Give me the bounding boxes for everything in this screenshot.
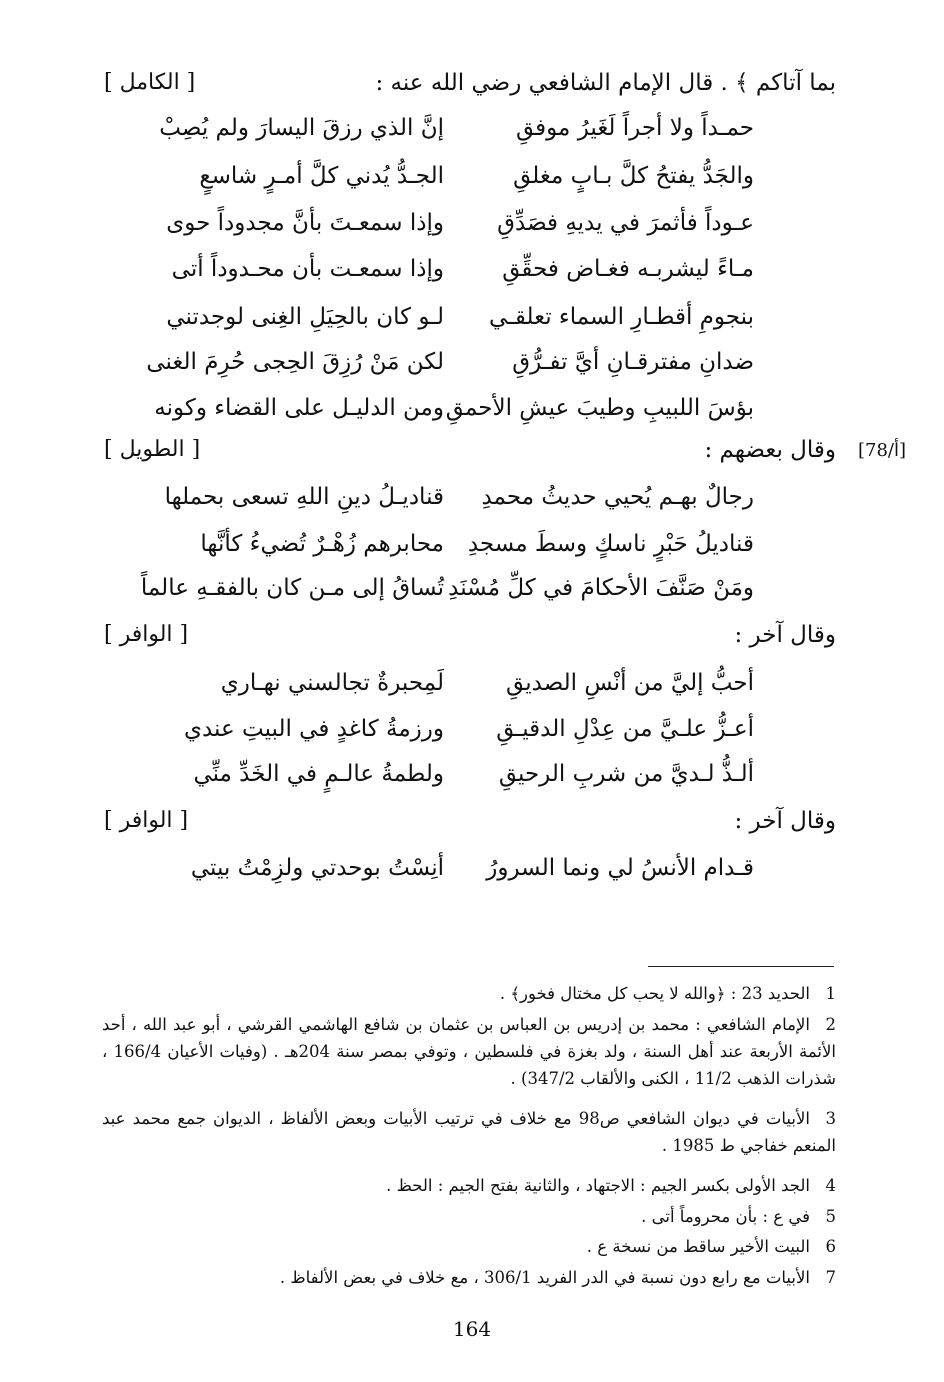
verse-5-hemistich-b: بنجومِ أقطـارِ السماء تعلقـي (488, 304, 754, 330)
verse-3-hemistich-a: وإذا سمعـتَ بأنَّ مجدوداً حوى (166, 210, 444, 236)
meter-wafir-2: [ الوافر ] (104, 808, 189, 833)
verse-1-hemistich-a: إنَّ الذي رزقَ اليسارَ ولم يُصِبْ (159, 115, 444, 141)
verse-2-hemistich-b: قناديلُ حَبْرٍ ناسكٍ وسطَ مسجدِ (467, 531, 754, 557)
footnote-7 (102, 1264, 836, 1291)
verse-3-hemistich-b: ألـذُّ لـديَّ من شربِ الرحيقِ (498, 761, 754, 787)
footnote-rule (648, 966, 834, 967)
intro-line: بما آتاكم ﴾ . قال الإمام الشافعي رضي الله عنه : (375, 70, 836, 96)
verse-7-hemistich-a: ومن الدليـل على القضاء وكونه (154, 395, 444, 421)
footnote-number: 1 (825, 984, 836, 1003)
verse-1-hemistich-b: أحبُّ إليَّ من أنْسِ الصديقِ (506, 670, 754, 696)
intro-4: وقال آخر : (734, 808, 836, 834)
verse-1-hemistich-a: قناديـلُ دينِ اللهِ تسعى بحملها (164, 484, 444, 510)
verse-2-hemistich-a: ورزمةُ كاغدٍ في البيتِ عندي (183, 716, 444, 742)
intro-3: وقال آخر : (734, 622, 836, 648)
footnote-number: 2 (825, 1015, 836, 1034)
verse-3-hemistich-a: تُساقُ إلى مـن كان بالفقـهِ عالماً (140, 575, 444, 601)
verse-4-hemistich-a: وإذا سمعـت بأن محـدوداً أتى (171, 256, 444, 282)
footnote-3 (102, 1105, 836, 1159)
footnote-1 (102, 980, 836, 1007)
footnote-number: 7 (825, 1268, 836, 1287)
intro-2: وقال بعضهم : (704, 437, 836, 463)
footnote-2 (102, 1011, 836, 1092)
meter-tawil: [ الطويل ] (104, 437, 201, 462)
footnote-text: الأبيات في ديوان الشافعي ص98 مع خلاف في ترتيب الأبيات وبعض الألفاظ ، الديوان جمع محمد عبد المنعم خفاجي ط 1985 . (102, 1109, 836, 1155)
verse-3-hemistich-a: ولطمةُ عالـمٍ في الخَدِّ منِّي (193, 761, 444, 787)
verse-3-hemistich-b: عـوداً فأثمرَ في يديهِ فصَدِّقِ (497, 210, 754, 236)
footnote-text: الإمام الشافعي : محمد بن إدريس بن العباس بن عثمان بن شافع الهاشمي القرشي ، أبو عبد الله ، أحد الأئمة الأربعة عند أهل السنة ، ولد بغزة في فلسطين ، وتوفي بمصر سنة 204هـ . (وفيات الأعيان 166/4 ، شذرات الذهب 11/2 ، الكنى والألقاب 347/2) . (102, 1015, 837, 1088)
footnote-number: 6 (825, 1237, 836, 1256)
verse-2-hemistich-b: أعـزُّ علـيَّ من عِدْلِ الدقيـقِ (496, 716, 754, 742)
footnote-number: 4 (825, 1176, 836, 1195)
verse-4-hemistich-b: مـاءً ليشربـه فغـاض فحقِّقِ (502, 256, 754, 282)
footnote-6 (102, 1233, 836, 1260)
folio-marker: [78/أ] (858, 440, 907, 461)
verse-1-hemistich-b: حمـداً ولا أجراً لَغَيرُ موفقِ (516, 115, 754, 141)
footnote-number: 5 (825, 1207, 836, 1226)
footnote-number: 3 (825, 1109, 836, 1128)
footnote-5 (102, 1203, 836, 1230)
verse-6-hemistich-a: لكن مَنْ رُزِقَ الحِجى حُرِمَ الغنى (146, 349, 444, 375)
verse-6-hemistich-b: ضدانِ مفترقـانِ أيَّ تفـرُّقِ (512, 349, 754, 375)
footnote-text: البيت الأخير ساقط من نسخة ع . (586, 1237, 810, 1256)
verse-1-hemistich-b: رجالٌ بهـم يُحيي حديثُ محمدِ (481, 484, 754, 510)
verse-5-hemistich-a: لـو كان بالحِيَلِ الغِنى لوجدتني (166, 304, 444, 330)
footnote-text: في ع : بأن محروماً أتى . (641, 1207, 810, 1226)
page-number: 164 (452, 1317, 492, 1341)
verse-7-hemistich-b: بؤسَ اللبيبِ وطيبَ عيشِ الأحمقِ (445, 395, 754, 421)
verse-3-hemistich-b: ومَنْ صَنَّفَ الأحكامَ في كلِّ مُسْنَدِ (448, 575, 754, 601)
verse-2-hemistich-b: والجَدُّ يفتحُ كلَّ بـابٍ مغلقِ (513, 163, 754, 189)
verse-2-hemistich-a: محابرهم زُهْـرٌ تُضيءُ كأنَّها (200, 531, 444, 557)
footnote-text: الحديد 23 : ﴿والله لا يحب كل مختال فخور﴾ . (499, 984, 810, 1003)
meter-wafir-1: [ الوافر ] (104, 622, 189, 647)
verse-1-hemistich-a: لَمِحبرةٌ تجالسني نهـاري (220, 670, 444, 696)
footnote-text: الجد الأولى بكسر الجيم : الاجتهاد ، والثانية بفتح الجيم : الحظ . (386, 1176, 810, 1195)
verse-1-hemistich-a: أنِسْتُ بوحدتي ولزِمْتُ بيتي (190, 855, 444, 881)
meter-kamil: [ الكامل ] (104, 70, 196, 95)
verse-2-hemistich-a: الجـدُّ يُدني كلَّ أمـرٍ شاسعٍ (199, 163, 444, 189)
footnote-4 (102, 1172, 836, 1199)
footnote-text: الأبيات مع رابع دون نسبة في الدر الفريد 306/1 ، مع خلاف في بعض الألفاظ . (279, 1268, 810, 1287)
verse-1-hemistich-b: قـدام الأنسُ لي ونما السرورُ (486, 855, 754, 881)
